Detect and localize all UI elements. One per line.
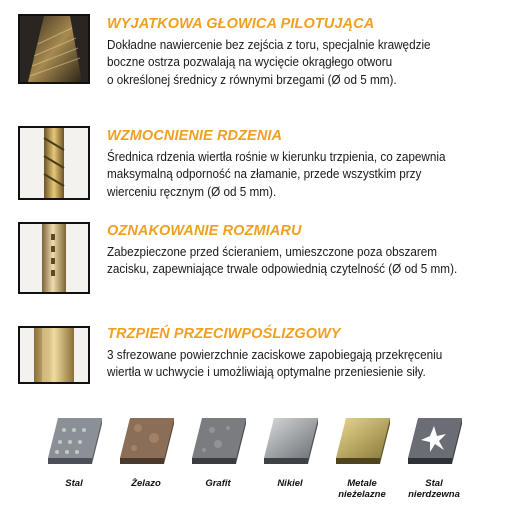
feature-title: WZMOCNIENIE RDZENIA	[107, 128, 283, 144]
iron-plate-icon	[116, 410, 176, 466]
nickel-plate-icon	[260, 410, 320, 466]
material-label: Grafit	[205, 478, 231, 489]
core-reinforcement-image	[18, 126, 90, 200]
pilot-tip-image	[18, 14, 90, 84]
material-label: Nikiel	[277, 478, 303, 489]
non-ferrous-plate-icon	[332, 410, 392, 466]
feature-description: 3 sfrezowane powierzchnie zaciskowe zapobiegają przekręceniu wiertła w uchwycie i umożliwiają optymalne przeniesienie siły.	[107, 348, 443, 380]
material-label: Stal nierdzewna	[408, 478, 460, 500]
steel-plate-icon	[44, 410, 104, 466]
material-label: Metale nieżelazne	[338, 478, 386, 500]
feature-title: OZNAKOWANIE ROZMIARU	[107, 223, 302, 239]
feature-title: TRZPIEŃ PRZECIWPOŚLIZGOWY	[107, 326, 341, 342]
anti-slip-shank-image	[18, 326, 90, 384]
graphite-plate-icon	[188, 410, 248, 466]
size-marking-image	[18, 222, 90, 294]
feature-description: Dokładne nawiercenie bez zejścia z toru, specjalnie krawędzie boczne ostrza pozwalają na wycięcie okrągłego otworu o określonej średnicy z równymi brzegami (Ø od 5 mm).	[107, 38, 431, 87]
stainless-steel-plate-icon	[404, 410, 464, 466]
feature-description: Zabezpieczone przed ścieraniem, umieszczone poza obszarem zacisku, zapewniające trwale odpowiednią czytelność (Ø od 5 mm).	[107, 245, 458, 277]
material-label: Stal	[65, 478, 83, 489]
material-label: Żelazo	[131, 478, 161, 489]
feature-title: WYJATKOWA GŁOWICA PILOTUJĄCA	[107, 16, 375, 32]
feature-description: Średnica rdzenia wiertła rośnie w kierunku trzpienia, co zapewnia maksymalną odporność na złamanie, przede wszystkim przy wierceniu ręcznym (Ø od 5 mm).	[107, 150, 446, 199]
